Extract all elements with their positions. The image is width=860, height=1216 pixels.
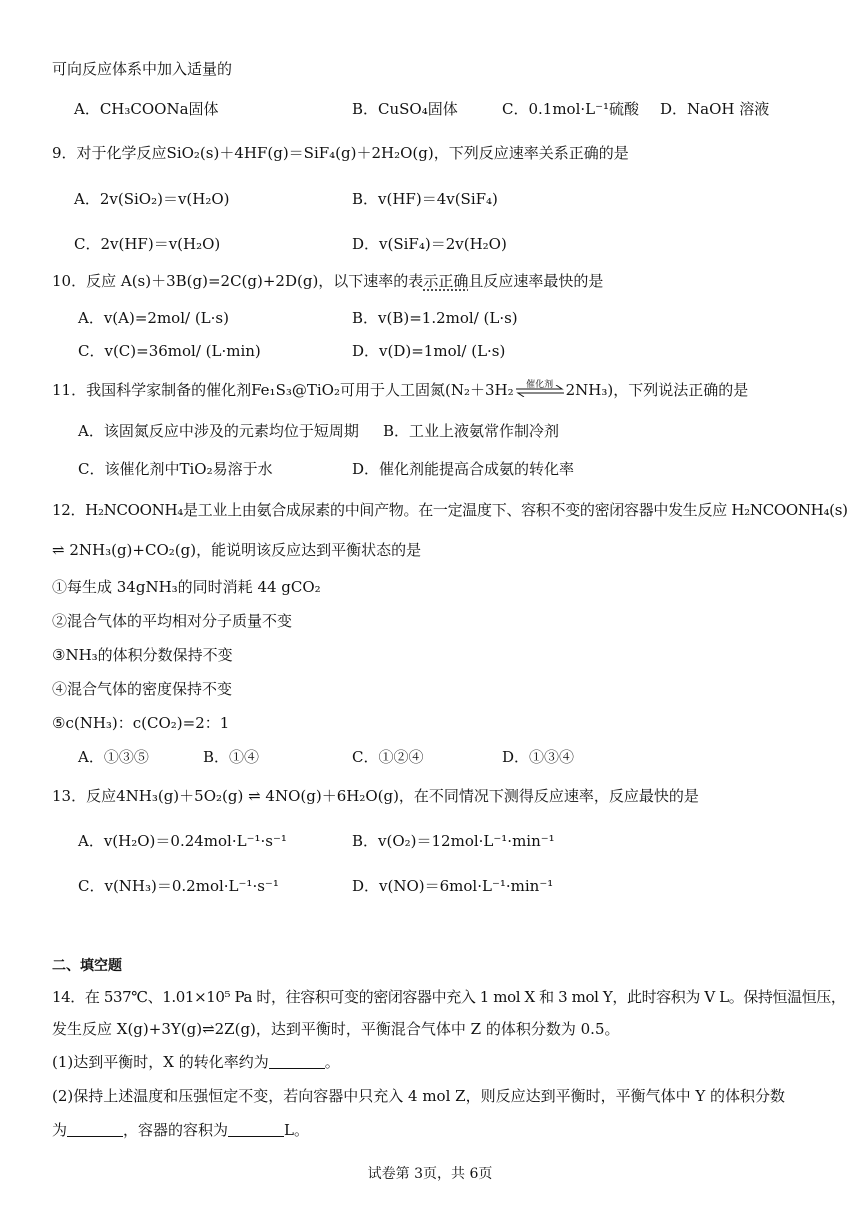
q13-option-c: C．v(NH₃)＝0.2mol·L⁻¹·s⁻¹ — [78, 877, 279, 895]
q10-option-d: D．v(D)=1mol/ (L·s) — [352, 342, 506, 360]
q14-stem-line2: 发生反应 X(g)+3Y(g)⇌2Z(g)，达到平衡时，平衡混合气体中 Z 的体积分数为 0.5。 — [52, 1020, 620, 1038]
q13-option-a: A．v(H₂O)＝0.24mol·L⁻¹·s⁻¹ — [78, 832, 287, 850]
q14-stem-line1: 14．在 537℃、1.01×10⁵ Pa 时，往容积可变的密闭容器中充入 1 mol X 和 3 mol Y，此时容积为 V L。保持恒温恒压， — [52, 988, 846, 1006]
catalyst-label: 催化剂 — [526, 380, 554, 390]
q8-option-b: B．CuSO₄固体 — [352, 100, 458, 118]
q9-option-a: A．2v(SiO₂)＝v(H₂O) — [74, 190, 230, 208]
q12-item-5: ⑤c(NH₃)：c(CO₂)=2：1 — [52, 714, 230, 732]
q12-item-2: ②混合气体的平均相对分子质量不变 — [52, 612, 293, 630]
q14-sub1-end: 。 — [324, 1053, 340, 1071]
q12-option-a: A．①③⑤ — [78, 748, 149, 766]
q10-stem-pre: 10．反应 A(s)＋3B(g)=2C(g)+2D(g)，以下速率的表 — [52, 272, 424, 290]
q12-item-4: ④混合气体的密度保持不变 — [52, 680, 233, 698]
q12-option-b: B．①④ — [203, 748, 260, 766]
answer-blank-2 — [67, 1122, 123, 1137]
q12-stem-line2: ⇌ 2NH₃(g)+CO₂(g)，能说明该反应达到平衡状态的是 — [52, 541, 422, 559]
q13-option-d: D．v(NO)＝6mol·L⁻¹·min⁻¹ — [352, 877, 554, 895]
answer-blank-3 — [228, 1122, 284, 1137]
q13-option-b: B．v(O₂)＝12mol·L⁻¹·min⁻¹ — [352, 832, 555, 850]
q11-option-d: D．催化剂能提高合成氨的转化率 — [352, 460, 575, 478]
answer-blank-1 — [269, 1054, 325, 1069]
q12-option-d: D．①③④ — [502, 748, 575, 766]
q10-option-a: A．v(A)=2mol/ (L·s) — [78, 309, 229, 327]
q8-continuation: 可向反应体系中加入适量的 — [52, 60, 233, 78]
page-footer: 试卷第 3页，共 6页 — [367, 1166, 493, 1182]
q9-option-b: B．v(HF)＝4v(SiF₄) — [352, 190, 498, 208]
q14-sub2-end: L。 — [284, 1121, 309, 1139]
q14-sub2-line2 — [52, 1120, 309, 1140]
q8-option-a: A．CH₃COONa固体 — [74, 100, 219, 118]
q13-stem: 13．反应4NH₃(g)＋5O₂(g) ⇌ 4NO(g)＋6H₂O(g)，在不同情况下测得反应速率，反应最快的是 — [52, 787, 699, 805]
q14-sub1 — [52, 1052, 340, 1072]
q11-option-c: C．该催化剂中TiO₂易溶于水 — [78, 460, 273, 478]
q9-option-d: D．v(SiF₄)＝2v(H₂O) — [352, 235, 507, 253]
q9-option-c: C．2v(HF)＝v(H₂O) — [74, 235, 221, 253]
q9-stem: 9．对于化学反应SiO₂(s)＋4HF(g)＝SiF₄(g)＋2H₂O(g)，下列反应速率关系正确的是 — [52, 144, 629, 162]
q12-option-c: C．①②④ — [352, 748, 424, 766]
q14-sub1-text: (1)达到平衡时，X 的转化率约为 — [52, 1053, 269, 1071]
q10-stem — [52, 271, 603, 291]
q11-stem — [52, 380, 748, 400]
q10-option-c: C．v(C)=36mol/ (L·min) — [78, 342, 261, 360]
q11-option-a: A．该固氮反应中涉及的元素均位于短周期 — [78, 422, 359, 440]
q10-stem-post: 且反应速率最快的是 — [468, 272, 604, 290]
q12-item-3: ③NH₃的体积分数保持不变 — [52, 646, 233, 664]
q14-sub2-line1: (2)保持上述温度和压强恒定不变，若向容器中只充入 4 mol Z，则反应达到平衡时，平衡气体中 Y 的体积分数 — [52, 1087, 786, 1105]
q14-sub2-mid: ，容器的容积为 — [123, 1121, 229, 1139]
q11-option-b: B．工业上液氨常作制冷剂 — [383, 422, 560, 440]
q11-stem-pre: 11．我国科学家制备的催化剂Fe₁S₃@TiO₂可用于人工固氮(N₂＋3H₂ — [52, 381, 514, 399]
q12-item-1: ①每生成 34gNH₃的同时消耗 44 gCO₂ — [52, 578, 321, 596]
q10-stem-emphasis: 示正确 — [423, 272, 469, 290]
section-title: 二、填空题 — [52, 958, 122, 974]
q14-sub2-pre: 为 — [52, 1121, 68, 1139]
catalyst-equilibrium-arrow — [514, 380, 566, 397]
q8-option-d: D．NaOH 溶液 — [660, 100, 770, 118]
q12-stem-line1: 12．H₂NCOONH₄是工业上由氨合成尿素的中间产物。在一定温度下、容积不变的密闭容器中发生反应 H₂NCOONH₄(s) — [52, 501, 848, 519]
q8-option-c: C．0.1mol·L⁻¹硫酸 — [502, 100, 640, 118]
q11-stem-post: 2NH₃)，下列说法正确的是 — [565, 381, 749, 399]
q10-option-b: B．v(B)=1.2mol/ (L·s) — [352, 309, 518, 327]
